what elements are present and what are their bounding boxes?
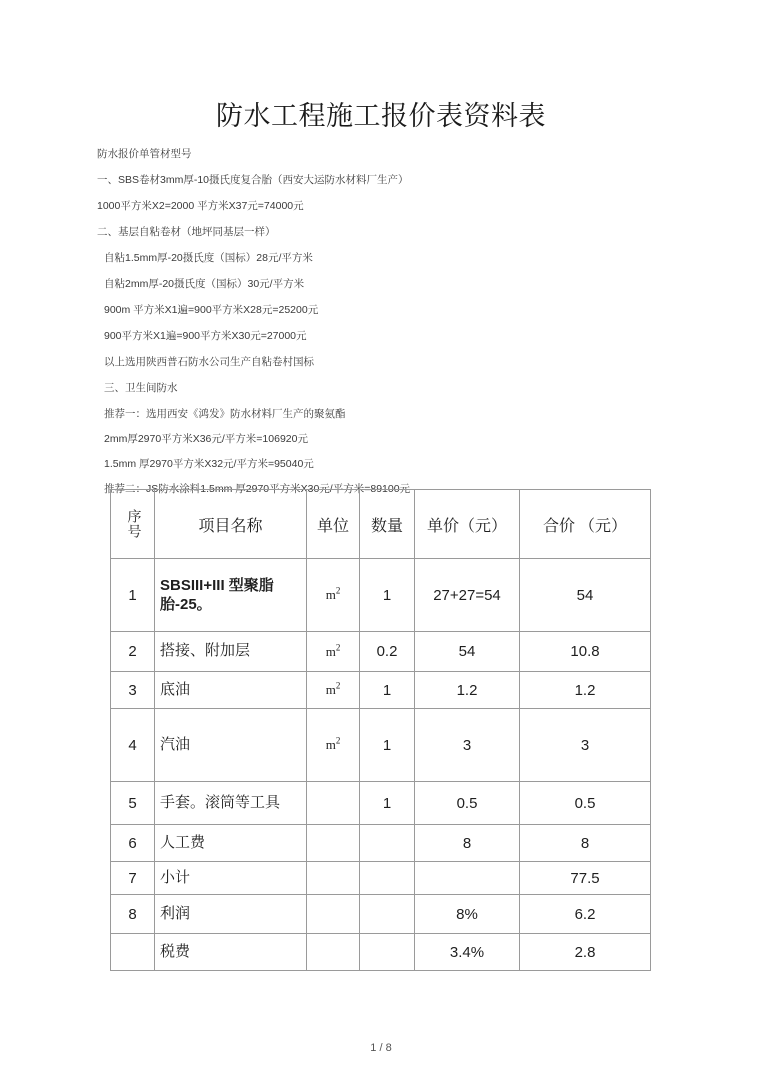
cell-index: 4	[111, 709, 155, 782]
paragraph-1: 一、SBS卷材3mm厚-10摄氏度复合胎（西安大运防水材料厂生产）	[97, 174, 409, 186]
paragraph-5: 自粘2mm厚-20摄氏度（国标）30元/平方米	[104, 278, 305, 290]
page-number-footer: 1 / 8	[370, 1042, 392, 1054]
table-header-row	[111, 490, 651, 559]
cell-quantity: 1	[360, 559, 415, 632]
cell-unit: $m^2$	[307, 632, 360, 672]
paragraph-7: 900平方米X1遍=900平方米X30元=27000元	[104, 330, 307, 342]
cell-total-price: 1.2	[520, 672, 651, 709]
cell-unit	[307, 782, 360, 825]
cell-unit	[307, 934, 360, 971]
header-cell-unit-price: 单价（元）	[415, 490, 520, 559]
cell-total-price: 10.8	[520, 632, 651, 672]
header-cell-name: 项目名称	[155, 490, 307, 559]
cell-name: SBSIII+III 型聚脂 胎-25。	[155, 559, 307, 632]
header-cell-index	[111, 490, 155, 559]
cell-name: 底油	[155, 672, 307, 709]
paragraph-4: 自粘1.5mm厚-20摄氏度（国标）28元/平方米	[104, 252, 313, 264]
cell-index: 7	[111, 862, 155, 895]
cell-unit: $m^2$	[307, 672, 360, 709]
cell-total-price: 2.8	[520, 934, 651, 971]
cell-unit-price: 3	[415, 709, 520, 782]
table-row	[111, 862, 651, 895]
paragraph-8: 以上选用陕西普石防水公司生产自粘卷村国标	[104, 356, 314, 368]
cell-quantity	[360, 862, 415, 895]
cell-unit	[307, 862, 360, 895]
paragraph-11: 2mm厚2970平方米X36元/平方米=106920元	[104, 433, 308, 445]
cell-index: 3	[111, 672, 155, 709]
paragraph-12: 1.5mm 厚2970平方米X32元/平方米=95040元	[104, 458, 314, 470]
cell-unit: $m^2$	[307, 559, 360, 632]
cell-name: 人工费	[155, 825, 307, 862]
quotation-table	[110, 489, 651, 971]
table-row	[111, 632, 651, 672]
cell-total-price: 77.5	[520, 862, 651, 895]
cell-unit-price	[415, 862, 520, 895]
cell-quantity	[360, 825, 415, 862]
cell-unit-price: 1.2	[415, 672, 520, 709]
cell-quantity: 1	[360, 782, 415, 825]
table-row	[111, 895, 651, 934]
paragraph-2: 1000平方米X2=2000 平方米X37元=74000元	[97, 200, 304, 212]
cell-name: 税费	[155, 934, 307, 971]
page-title: 防水工程施工报价表资料表	[216, 101, 546, 131]
cell-total-price: 6.2	[520, 895, 651, 934]
cell-name: 汽油	[155, 709, 307, 782]
cell-unit-price: 0.5	[415, 782, 520, 825]
cell-name: 搭接、附加层	[155, 632, 307, 672]
paragraph-6: 900m 平方米X1遍=900平方米X28元=25200元	[104, 304, 319, 316]
cell-quantity	[360, 895, 415, 934]
cell-unit	[307, 825, 360, 862]
cell-index: 1	[111, 559, 155, 632]
cell-unit-price: 54	[415, 632, 520, 672]
cell-quantity: 1	[360, 709, 415, 782]
table-row	[111, 672, 651, 709]
cell-quantity: 0.2	[360, 632, 415, 672]
cell-total-price: 0.5	[520, 782, 651, 825]
table-row	[111, 934, 651, 971]
cell-unit-price: 3.4%	[415, 934, 520, 971]
paragraph-13: 推荐二：JS防水涂料1.5mm 厚2970平方米X30元/平方米=89100元	[104, 483, 411, 495]
paragraph-9: 三、卫生间防水	[104, 382, 178, 394]
cell-unit	[307, 895, 360, 934]
cell-index: 5	[111, 782, 155, 825]
cell-unit-price: 27+27=54	[415, 559, 520, 632]
cell-unit-price: 8%	[415, 895, 520, 934]
table-row	[111, 825, 651, 862]
header-index-label: 序号	[125, 509, 141, 539]
cell-name: 利润	[155, 895, 307, 934]
cell-total-price: 8	[520, 825, 651, 862]
header-cell-total-price: 合价 （元）	[520, 490, 651, 559]
body-text-block	[97, 148, 697, 508]
cell-quantity: 1	[360, 672, 415, 709]
cell-total-price: 3	[520, 709, 651, 782]
cell-name: 手套。滚筒等工具	[155, 782, 307, 825]
table-row	[111, 559, 651, 632]
header-cell-unit: 单位	[307, 490, 360, 559]
cell-index: 8	[111, 895, 155, 934]
paragraph-10: 推荐一：选用西安《鸿发》防水材料厂生产的聚氨酯	[104, 408, 346, 420]
paragraph-0: 防水报价单管材型号	[97, 148, 192, 160]
paragraph-3: 二、基层自粘卷材（地坪同基层一样）	[97, 226, 276, 238]
cell-total-price: 54	[520, 559, 651, 632]
table-row	[111, 709, 651, 782]
cell-unit-price: 8	[415, 825, 520, 862]
cell-index	[111, 934, 155, 971]
cell-index: 2	[111, 632, 155, 672]
cell-unit: $m^2$	[307, 709, 360, 782]
cell-quantity	[360, 934, 415, 971]
cell-index: 6	[111, 825, 155, 862]
cell-name: 小计	[155, 862, 307, 895]
table-row	[111, 782, 651, 825]
header-cell-quantity: 数量	[360, 490, 415, 559]
